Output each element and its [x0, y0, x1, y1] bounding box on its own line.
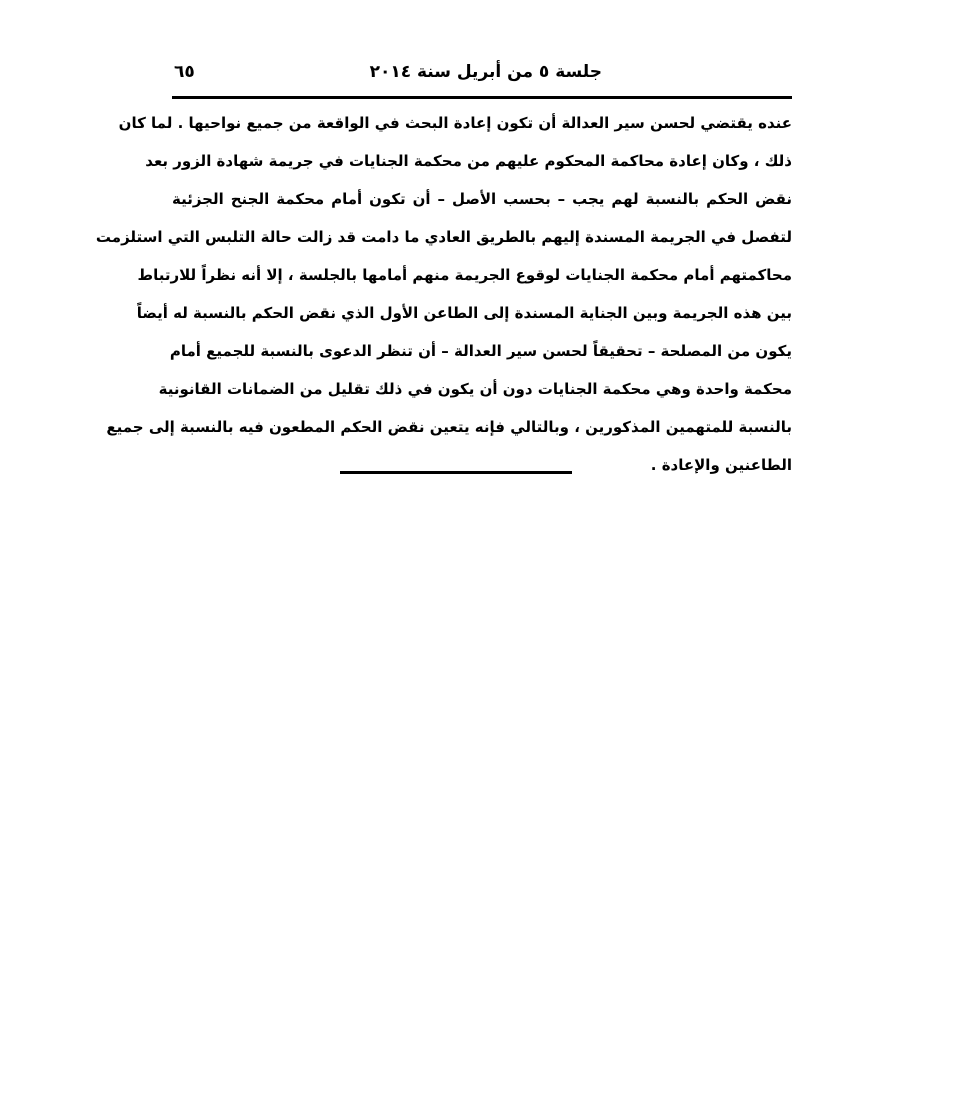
page-header	[172, 62, 792, 99]
session-date-title: جلسة ٥ من أبريل سنة ٢٠١٤	[369, 62, 602, 82]
page-number: ٦٥	[174, 62, 195, 82]
text-line: نقض الحكم بالنسبة لهم يجب – بحسب الأصل – أن تكون أمام محكمة الجنح الجزئية	[172, 190, 792, 208]
text-line: محاكمتهم أمام محكمة الجنايات لوقوع الجريمة منهم أمامها بالجلسة ، إلا أنه نظراً للارتباط	[137, 266, 792, 284]
text-line: ذلك ، وكان إعادة محاكمة المحكوم عليهم من محكمة الجنايات في جريمة شهادة الزور بعد	[145, 152, 792, 170]
text-line: بالنسبة للمتهمين المذكورين ، وبالتالي فإنه يتعين نقض الحكم المطعون فيه بالنسبة إلى جميع	[106, 418, 792, 436]
text-line: محكمة واحدة وهي محكمة الجنايات دون أن يكون في ذلك تقليل من الضمانات القانونية	[158, 380, 792, 398]
body-paragraph	[95, 106, 792, 486]
text-line: عنده يقتضي لحسن سير العدالة أن تكون إعادة البحث في الواقعة من جميع نواحيها . لما كان	[118, 114, 792, 132]
text-line: بين هذه الجريمة وبين الجناية المسندة إلى الطاعن الأول الذي نقض الحكم بالنسبة له أيضاً	[136, 304, 792, 322]
text-line-last: الطاعنين والإعادة .	[650, 456, 792, 474]
section-end-rule	[340, 471, 572, 474]
text-line: لتفصل في الجريمة المسندة إليهم بالطريق العادي ما دامت قد زالت حالة التلبس التي استلزمت	[95, 228, 792, 246]
text-line: يكون من المصلحة – تحقيقاً لحسن سير العدالة – أن تنظر الدعوى بالنسبة للجميع أمام	[169, 342, 792, 360]
